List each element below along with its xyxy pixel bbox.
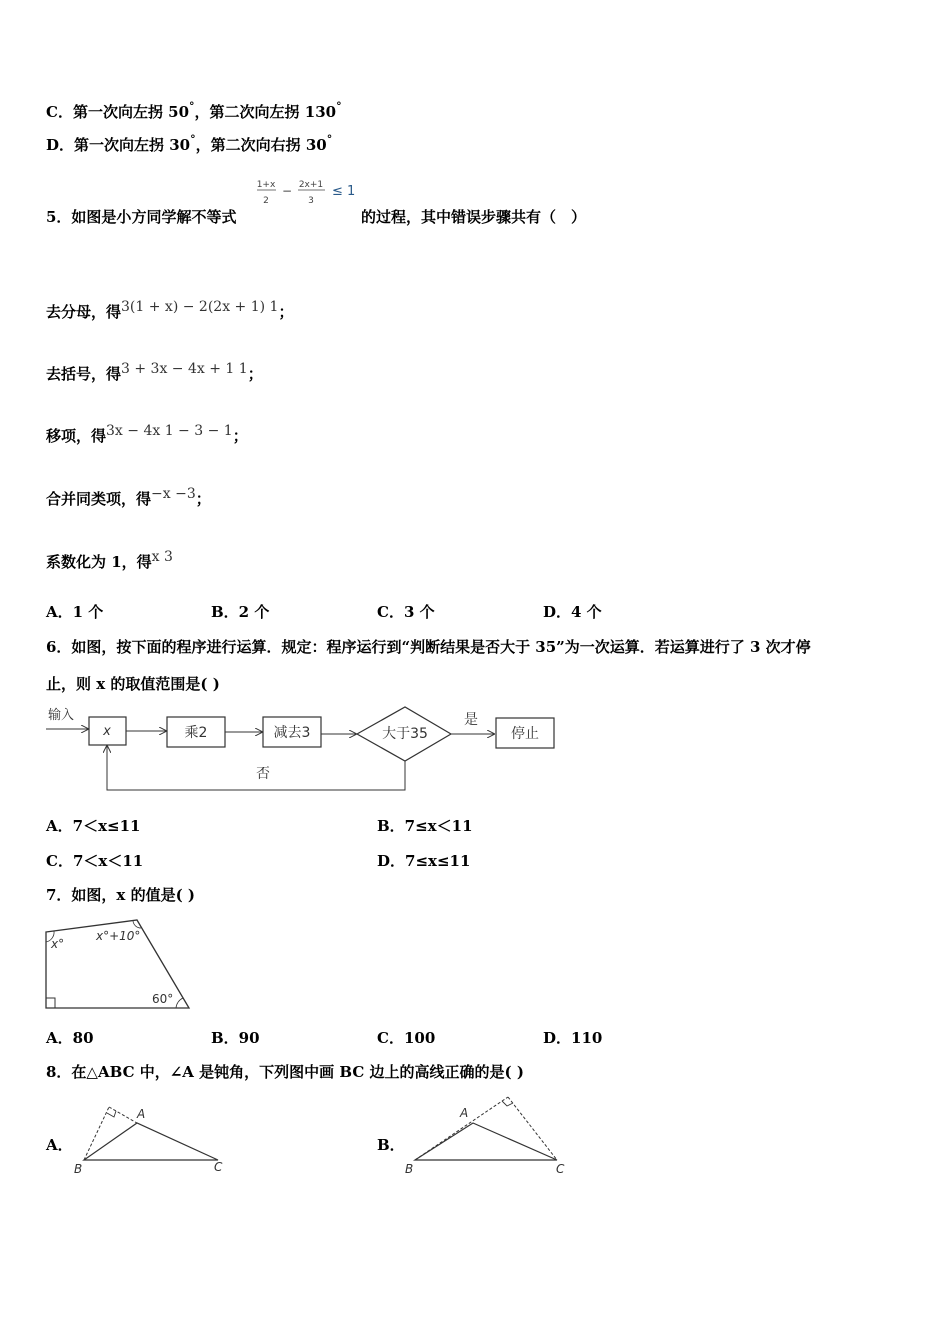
q5-option-d[interactable]: D．4 个 bbox=[543, 603, 602, 621]
q8-stem: 8．在△ABC 中，∠A 是钝角，下列图中画 BC 边上的高线正确的是( ) bbox=[46, 1063, 524, 1081]
q4-option-d: D．第一次向左拐 30°，第二次向右拐 30° bbox=[46, 133, 333, 154]
q6-flowchart bbox=[44, 702, 564, 797]
angle-x-plus-10-label: x°+10° bbox=[96, 929, 141, 943]
q5-step5: 系数化为 1，得x 3 bbox=[46, 549, 173, 571]
label-c: C bbox=[556, 1162, 565, 1176]
q5-option-c[interactable]: C．3 个 bbox=[377, 603, 435, 621]
q5-step4: 合并同类项，得−x −3； bbox=[46, 486, 211, 508]
angle-x-label: x° bbox=[51, 937, 65, 951]
flow-x-label: x bbox=[103, 724, 111, 739]
q7-option-d[interactable]: D．110 bbox=[543, 1029, 603, 1047]
q5-option-b[interactable]: B．2 个 bbox=[211, 603, 270, 621]
q8-option-a-label[interactable]: A． bbox=[46, 1136, 73, 1154]
flow-multiply-label: 乘2 bbox=[184, 725, 208, 741]
q6-option-c[interactable]: C．7＜x＜11 bbox=[46, 852, 144, 870]
ineq-minus: − bbox=[281, 184, 293, 198]
q5-inequality-formula bbox=[254, 176, 364, 210]
q8-option-b-figure[interactable] bbox=[400, 1090, 575, 1180]
label-b: B bbox=[405, 1162, 414, 1176]
flow-no-label: 否 bbox=[256, 766, 270, 782]
q5-step3: 移项，得3x − 4x 1 − 3 − 1； bbox=[46, 423, 248, 445]
q5-step1: 去分母，得3(1 + x) − 2(2x + 1) 1； bbox=[46, 299, 294, 321]
q7-quadrilateral-figure bbox=[40, 912, 200, 1012]
q7-stem: 7．如图，x 的值是( ) bbox=[46, 886, 196, 904]
q5-stem-part2: 的过程，其中错误步骤共有（ ） bbox=[361, 208, 587, 226]
q6-option-a[interactable]: A．7＜x≤11 bbox=[46, 817, 141, 835]
ineq-den1: 2 bbox=[263, 196, 269, 206]
flow-decision-label: 大于35 bbox=[382, 726, 428, 742]
label-a: A bbox=[460, 1106, 469, 1120]
q7-option-b[interactable]: B．90 bbox=[211, 1029, 260, 1047]
label-b: B bbox=[74, 1162, 83, 1176]
q6-option-b[interactable]: B．7≤x＜11 bbox=[377, 817, 473, 835]
q5-stem-part1: 5．如图是小方同学解不等式 bbox=[46, 208, 237, 226]
q8-option-a-figure[interactable] bbox=[70, 1095, 235, 1180]
q6-stem-line2: 止，则 x 的取值范围是( ) bbox=[46, 675, 220, 693]
flow-input-label: 输入 bbox=[48, 708, 75, 723]
q4-option-c: C．第一次向左拐 50°，第二次向左拐 130° bbox=[46, 100, 342, 121]
q5-option-a[interactable]: A．1 个 bbox=[46, 603, 104, 621]
ineq-num1: 1+x bbox=[256, 180, 276, 190]
q8-option-b-label[interactable]: B． bbox=[377, 1136, 405, 1154]
label-a: A bbox=[137, 1107, 146, 1121]
label-c: C bbox=[214, 1160, 223, 1174]
q5-step2: 去括号，得3 + 3x − 4x + 1 1； bbox=[46, 361, 263, 383]
q7-option-c[interactable]: C．100 bbox=[377, 1029, 436, 1047]
q6-stem-line1: 6．如图，按下面的程序进行运算．规定：程序运行到“判断结果是否大于 35”为一次运算．若运算进行了 3 次才停 bbox=[46, 638, 811, 656]
flow-subtract-label: 减去3 bbox=[273, 725, 311, 741]
ineq-den2: 3 bbox=[308, 196, 314, 206]
q7-option-a[interactable]: A．80 bbox=[46, 1029, 94, 1047]
flow-stop-label: 停止 bbox=[511, 726, 539, 742]
flow-yes-label: 是 bbox=[464, 712, 478, 728]
ineq-num2: 2x+1 bbox=[298, 180, 324, 190]
ineq-rhs: ≤ 1 bbox=[332, 184, 356, 199]
q6-option-d[interactable]: D．7≤x≤11 bbox=[377, 852, 471, 870]
angle-60-label: 60° bbox=[152, 992, 174, 1006]
